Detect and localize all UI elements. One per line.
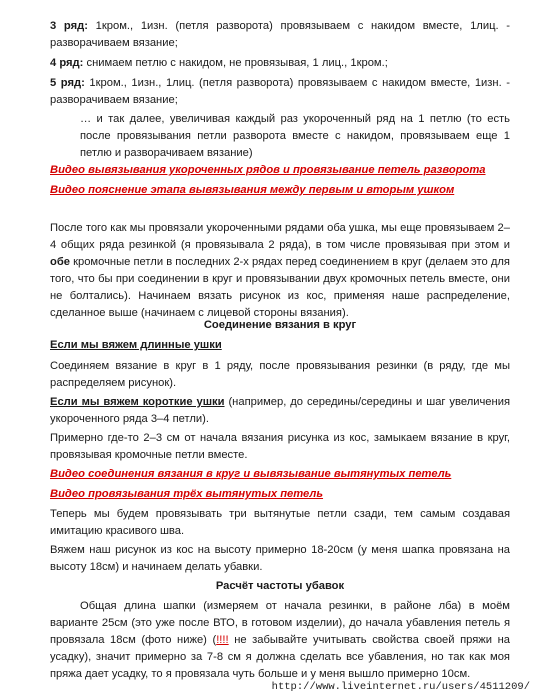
row-5-label: 5 ряд: [50, 77, 85, 89]
join-paragraph: Примерно где-то 2–3 см от начала вязания рисунка из кос, замыкаем вязание в круг, провязывая кромочные петли вместе. [50, 432, 510, 461]
paragraph-after-ears-part2: кромочные петли в последних 2-х рядах перед соединением в круг (делаем это для того, что бы при соединении в круг и провязывании двух кромочных петель вместе, они не болтались). Начинаем вязать рисунок из кос, применяя наше распределение, сделанное выше (начинаем с лицевой стороны вязания). [50, 256, 510, 319]
continuation-text: … и так далее, увеличивая каждый раз укороченный ряд на 1 петлю (то есть после провязывания петли разворота вместе с накидом, провязываем еще 1 петлю и разворачиваем вязание) [80, 113, 510, 159]
row-5-text: 1кром., 1изн., 1лиц. (петля разворота) провязываем с накидом вместе, 1изн. - разворачиваем вязание; [50, 77, 510, 106]
short-ears-paragraph [50, 394, 510, 428]
video-link-three-loops-text[interactable]: Видео провязывания трёх вытянутых петель [50, 488, 324, 500]
paragraph-after-ears-bold: обе [50, 256, 70, 268]
video-link-join-text[interactable]: Видео соединения вязания в круг и вывязывание вытянутых петель [50, 468, 452, 480]
heading-join-in-round: Соединение вязания в круг [203, 319, 357, 331]
heading-decrease-calc: Расчёт частоты убавок [215, 580, 345, 592]
decrease-calc-part2: не забывайте учитывать свойства своей пряжи на усадку), значит примерно за 7-8 см я должна сделать все убавления, но так как моя пряжа дает усадку, то я провязала чуть больше и у меня вышло примерно 10см. [50, 634, 511, 680]
row-3-text: 1кром., 1изн. (петля разворота) провязываем с накидом вместе, 1лиц. - разворачиваем вязание; [50, 20, 511, 49]
video-link-three-loops[interactable] [50, 486, 510, 503]
cable-height-paragraph: Вяжем наш рисунок из кос на высоту примерно 18-20см (у меня шапка провязана на высоту 18см) и начинаем делать убавки. [50, 544, 510, 573]
row-4-text: снимаем петлю с накидом, не провязывая, 1 лиц., 1кром.; [83, 57, 388, 69]
row-3-instruction [50, 18, 510, 52]
row-4-instruction [50, 55, 510, 72]
long-ears-text: Соединяем вязание в круг в 1 ряду, после провязывания резинки (в ряду, где мы распределяем рисунок). [50, 360, 510, 389]
exclamation-marks: !!!! [216, 634, 229, 646]
three-loops-paragraph: Теперь мы будем провязывать три вытянутые петли сзади, тем самым создавая имитацию красивого шва. [50, 508, 510, 537]
decrease-calc-paragraph [50, 598, 510, 683]
paragraph-after-ears-part1: После того как мы провязали укороченными рядами оба ушка, мы еще провязываем 2–4 общих ряда резинкой (я провязывала 2 ряда), в том числе провязывая при этом и [50, 222, 510, 251]
source-url-footer[interactable]: http://www.liveinternet.ru/users/4511209/ [271, 681, 530, 693]
video-link-short-rows[interactable] [50, 162, 510, 179]
row-4-label: 4 ряд: [50, 57, 84, 69]
video-link-between-ears-text[interactable]: Видео пояснение этапа вывязывания между первым и вторым ушком [50, 184, 455, 196]
row-3-label: 3 ряд: [50, 20, 88, 32]
video-link-between-ears[interactable] [50, 182, 510, 199]
decrease-calc-part1: Общая длина шапки (измеряем от начала резинки, в районе лба) в моём варианте 25см (это уже после ВТО, в готовом изделии), до начала убавления петель я провязала 18см (фото ниже) ( [50, 600, 510, 646]
row-5-instruction [50, 75, 510, 109]
heading-long-ears: Если мы вяжем длинные ушки [50, 339, 222, 351]
paragraph-after-ears [50, 220, 510, 322]
video-link-short-rows-text[interactable]: Видео вывязывания укороченных рядов и провязывание петель разворота [50, 164, 486, 176]
video-link-join[interactable] [50, 466, 510, 483]
short-ears-text: (например, до середины/середины и шаг увеличения укороченного ряда 3–4 петли). [50, 396, 511, 425]
heading-short-ears: Если мы вяжем короткие ушки [50, 396, 225, 408]
